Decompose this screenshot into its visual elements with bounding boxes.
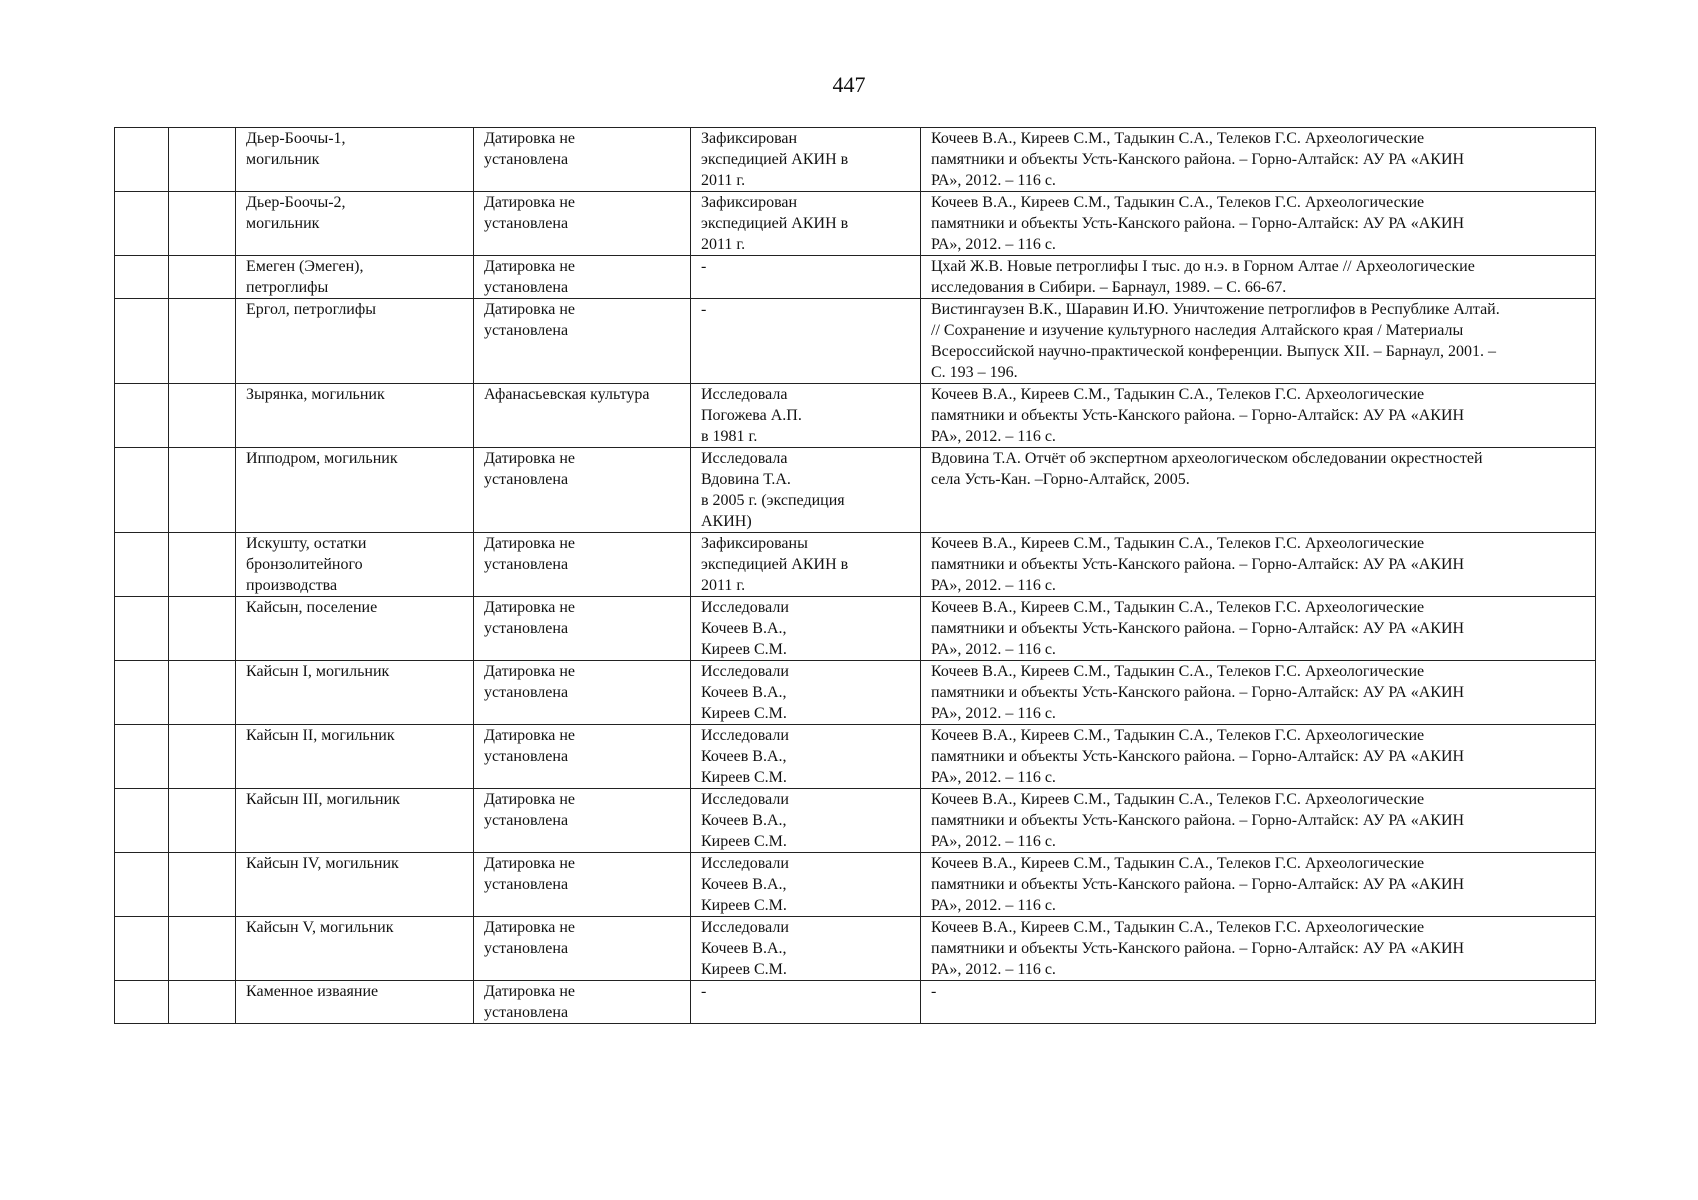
- index-cell: [169, 448, 236, 533]
- index-cell: [169, 128, 236, 192]
- index-cell: [169, 533, 236, 597]
- index-cell: [169, 661, 236, 725]
- research-cell: Исследовала Вдовина Т.А. в 2005 г. (экспедиция АКИН): [691, 448, 921, 533]
- number-cell: [115, 917, 169, 981]
- index-cell: [169, 917, 236, 981]
- number-cell: [115, 384, 169, 448]
- source-cell: Кочеев В.А., Киреев С.М., Тадыкин С.А., Телеков Г.С. Археологические памятники и объекты Усть-Канского района. – Горно-Алтайск: АУ РА «АКИН РА», 2012. – 116 с.: [921, 917, 1596, 981]
- site-name-cell: Каменное изваяние: [236, 981, 474, 1024]
- site-name-cell: Кайсын II, могильник: [236, 725, 474, 789]
- site-name-cell: Дьер-Боочы-2, могильник: [236, 192, 474, 256]
- source-cell: Цхай Ж.В. Новые петроглифы I тыс. до н.э. в Горном Алтае // Археологические исследования в Сибири. – Барнаул, 1989. – С. 66-67.: [921, 256, 1596, 299]
- number-cell: [115, 789, 169, 853]
- table-row: [115, 725, 1596, 789]
- research-cell: Исследовали Кочеев В.А., Киреев С.М.: [691, 853, 921, 917]
- source-cell: -: [921, 981, 1596, 1024]
- research-cell: Исследовала Погожева А.П. в 1981 г.: [691, 384, 921, 448]
- source-cell: Кочеев В.А., Киреев С.М., Тадыкин С.А., Телеков Г.С. Археологические памятники и объекты Усть-Канского района. – Горно-Алтайск: АУ РА «АКИН РА», 2012. – 116 с.: [921, 533, 1596, 597]
- table-row: [115, 256, 1596, 299]
- index-cell: [169, 597, 236, 661]
- site-name-cell: Кайсын V, могильник: [236, 917, 474, 981]
- source-cell: Кочеев В.А., Киреев С.М., Тадыкин С.А., Телеков Г.С. Археологические памятники и объекты Усть-Канского района. – Горно-Алтайск: АУ РА «АКИН РА», 2012. – 116 с.: [921, 128, 1596, 192]
- dating-cell: Датировка не установлена: [474, 128, 691, 192]
- research-cell: -: [691, 299, 921, 384]
- monuments-table: [114, 127, 1596, 1024]
- source-cell: Кочеев В.А., Киреев С.М., Тадыкин С.А., Телеков Г.С. Археологические памятники и объекты Усть-Канского района. – Горно-Алтайск: АУ РА «АКИН РА», 2012. – 116 с.: [921, 597, 1596, 661]
- number-cell: [115, 853, 169, 917]
- number-cell: [115, 725, 169, 789]
- table-row: [115, 128, 1596, 192]
- source-cell: Вдовина Т.А. Отчёт об экспертном археологическом обследовании окрестностей села Усть-Кан. –Горно-Алтайск, 2005.: [921, 448, 1596, 533]
- dating-cell: Датировка не установлена: [474, 597, 691, 661]
- table-row: [115, 448, 1596, 533]
- table-row: [115, 384, 1596, 448]
- number-cell: [115, 533, 169, 597]
- site-name-cell: Кайсын IV, могильник: [236, 853, 474, 917]
- table-row: [115, 853, 1596, 917]
- index-cell: [169, 853, 236, 917]
- index-cell: [169, 725, 236, 789]
- research-cell: Зафиксирован экспедицией АКИН в 2011 г.: [691, 192, 921, 256]
- dating-cell: Датировка не установлена: [474, 256, 691, 299]
- dating-cell: Датировка не установлена: [474, 448, 691, 533]
- research-cell: Исследовали Кочеев В.А., Киреев С.М.: [691, 725, 921, 789]
- table-row: [115, 597, 1596, 661]
- index-cell: [169, 789, 236, 853]
- dating-cell: Датировка не установлена: [474, 789, 691, 853]
- index-cell: [169, 192, 236, 256]
- site-name-cell: Дьер-Боочы-1, могильник: [236, 128, 474, 192]
- dating-cell: Датировка не установлена: [474, 661, 691, 725]
- dating-cell: Афанасьевская культура: [474, 384, 691, 448]
- number-cell: [115, 597, 169, 661]
- table-row: [115, 981, 1596, 1024]
- source-cell: Кочеев В.А., Киреев С.М., Тадыкин С.А., Телеков Г.С. Археологические памятники и объекты Усть-Канского района. – Горно-Алтайск: АУ РА «АКИН РА», 2012. – 116 с.: [921, 661, 1596, 725]
- site-name-cell: Кайсын I, могильник: [236, 661, 474, 725]
- dating-cell: Датировка не установлена: [474, 299, 691, 384]
- source-cell: Кочеев В.А., Киреев С.М., Тадыкин С.А., Телеков Г.С. Археологические памятники и объекты Усть-Канского района. – Горно-Алтайск: АУ РА «АКИН РА», 2012. – 116 с.: [921, 192, 1596, 256]
- table-row: [115, 299, 1596, 384]
- research-cell: Зафиксирован экспедицией АКИН в 2011 г.: [691, 128, 921, 192]
- site-name-cell: Искушту, остатки бронзолитейного производства: [236, 533, 474, 597]
- site-name-cell: Зырянка, могильник: [236, 384, 474, 448]
- site-name-cell: Емеген (Эмеген), петроглифы: [236, 256, 474, 299]
- site-name-cell: Кайсын III, могильник: [236, 789, 474, 853]
- research-cell: Исследовали Кочеев В.А., Киреев С.М.: [691, 597, 921, 661]
- number-cell: [115, 256, 169, 299]
- table-row: [115, 917, 1596, 981]
- number-cell: [115, 299, 169, 384]
- dating-cell: Датировка не установлена: [474, 853, 691, 917]
- site-name-cell: Ипподром, могильник: [236, 448, 474, 533]
- source-cell: Кочеев В.А., Киреев С.М., Тадыкин С.А., Телеков Г.С. Археологические памятники и объекты Усть-Канского района. – Горно-Алтайск: АУ РА «АКИН РА», 2012. – 116 с.: [921, 384, 1596, 448]
- index-cell: [169, 256, 236, 299]
- table-row: [115, 533, 1596, 597]
- dating-cell: Датировка не установлена: [474, 725, 691, 789]
- source-cell: Вистингаузен В.К., Шаравин И.Ю. Уничтожение петроглифов в Республике Алтай. // Сохранение и изучение культурного наследия Алтайского края / Материалы Всероссийской научно-практической конференции. Выпуск XII. – Барнаул, 2001. – С. 193 – 196.: [921, 299, 1596, 384]
- table-row: [115, 192, 1596, 256]
- source-cell: Кочеев В.А., Киреев С.М., Тадыкин С.А., Телеков Г.С. Археологические памятники и объекты Усть-Канского района. – Горно-Алтайск: АУ РА «АКИН РА», 2012. – 116 с.: [921, 853, 1596, 917]
- source-cell: Кочеев В.А., Киреев С.М., Тадыкин С.А., Телеков Г.С. Археологические памятники и объекты Усть-Канского района. – Горно-Алтайск: АУ РА «АКИН РА», 2012. – 116 с.: [921, 789, 1596, 853]
- dating-cell: Датировка не установлена: [474, 192, 691, 256]
- page-number: 447: [832, 72, 866, 97]
- site-name-cell: Кайсын, поселение: [236, 597, 474, 661]
- number-cell: [115, 192, 169, 256]
- research-cell: -: [691, 256, 921, 299]
- dating-cell: Датировка не установлена: [474, 917, 691, 981]
- table-row: [115, 661, 1596, 725]
- research-cell: Исследовали Кочеев В.А., Киреев С.М.: [691, 917, 921, 981]
- index-cell: [169, 981, 236, 1024]
- index-cell: [169, 384, 236, 448]
- source-cell: Кочеев В.А., Киреев С.М., Тадыкин С.А., Телеков Г.С. Археологические памятники и объекты Усть-Канского района. – Горно-Алтайск: АУ РА «АКИН РА», 2012. – 116 с.: [921, 725, 1596, 789]
- research-cell: -: [691, 981, 921, 1024]
- index-cell: [169, 299, 236, 384]
- number-cell: [115, 661, 169, 725]
- dating-cell: Датировка не установлена: [474, 533, 691, 597]
- number-cell: [115, 128, 169, 192]
- number-cell: [115, 981, 169, 1024]
- dating-cell: Датировка не установлена: [474, 981, 691, 1024]
- site-name-cell: Ергол, петроглифы: [236, 299, 474, 384]
- number-cell: [115, 448, 169, 533]
- research-cell: Исследовали Кочеев В.А., Киреев С.М.: [691, 789, 921, 853]
- research-cell: Зафиксированы экспедицией АКИН в 2011 г.: [691, 533, 921, 597]
- table-row: [115, 789, 1596, 853]
- research-cell: Исследовали Кочеев В.А., Киреев С.М.: [691, 661, 921, 725]
- table-body: [115, 128, 1596, 1024]
